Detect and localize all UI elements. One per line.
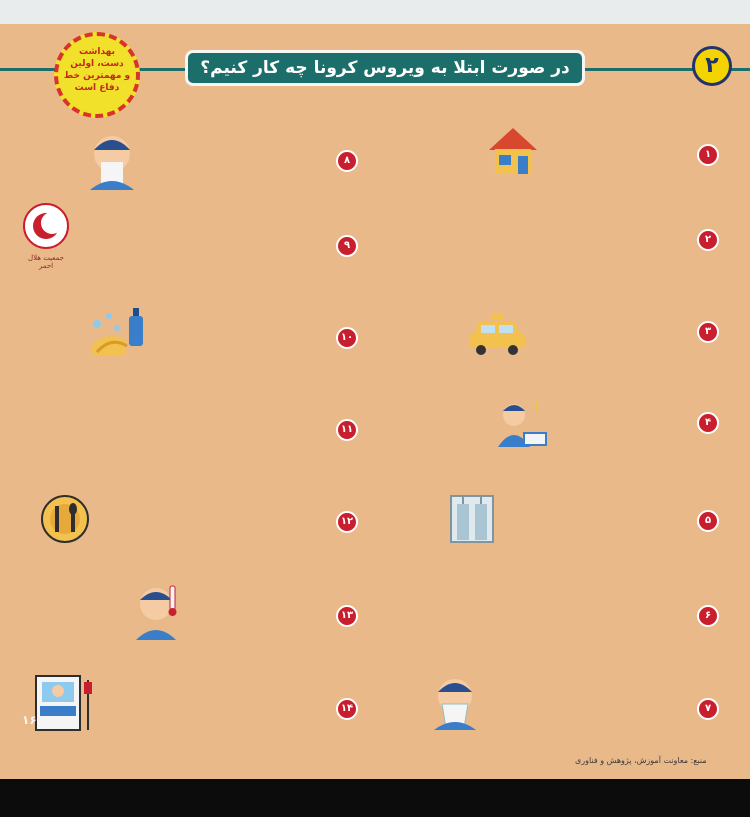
item-number: ۱ bbox=[697, 144, 719, 166]
section-number: ۲ bbox=[692, 46, 732, 86]
source-credit: منبع: معاونت آموزش، پژوهش و فناوری bbox=[575, 756, 707, 765]
item-number: ۸ bbox=[336, 150, 358, 172]
top-bar bbox=[0, 0, 750, 24]
person-isolated-icon bbox=[496, 399, 552, 451]
item-number: ۵ bbox=[697, 510, 719, 532]
utensils-icon bbox=[40, 494, 90, 544]
sneeze-tissue-icon bbox=[430, 674, 480, 730]
thermometer-person-icon bbox=[134, 582, 184, 640]
item-number: ۱۱ bbox=[336, 419, 358, 441]
page-title: در صورت ابتلا به ویروس کرونا چه کار کنیم؟ bbox=[185, 50, 585, 86]
item-number: ۳ bbox=[697, 321, 719, 343]
seal-line: دست، اولین bbox=[70, 59, 124, 69]
seal-line: دفاع است bbox=[74, 83, 120, 93]
item-number: ۱۲ bbox=[336, 511, 358, 533]
item-number: ۷ bbox=[697, 698, 719, 720]
item-number: ۶ bbox=[697, 605, 719, 627]
seal-line: و مهمترین خط bbox=[63, 71, 131, 81]
red-crescent-logo bbox=[22, 202, 70, 270]
house-icon bbox=[485, 122, 541, 178]
hand-washing-icon bbox=[87, 306, 149, 360]
taxi-icon bbox=[467, 312, 527, 356]
logo-caption: جمعیت هلال احمر bbox=[28, 254, 64, 270]
bottom-bar bbox=[0, 779, 750, 817]
bathroom-icon bbox=[449, 494, 495, 544]
item-number: ۴ bbox=[697, 412, 719, 434]
hand-hygiene-seal bbox=[54, 32, 140, 118]
coughing-person-icon bbox=[86, 130, 138, 190]
red-crescent-icon bbox=[22, 202, 70, 250]
item-number: ۹ bbox=[336, 235, 358, 257]
seal-line: بهداشت bbox=[79, 47, 115, 57]
video-timestamp: ۱۶:۰۱ bbox=[22, 713, 57, 727]
item-number: ۱۴ bbox=[336, 698, 358, 720]
item-number: ۱۳ bbox=[336, 605, 358, 627]
item-number: ۱۰ bbox=[336, 327, 358, 349]
infographic-card bbox=[0, 24, 750, 779]
item-number: ۲ bbox=[697, 229, 719, 251]
